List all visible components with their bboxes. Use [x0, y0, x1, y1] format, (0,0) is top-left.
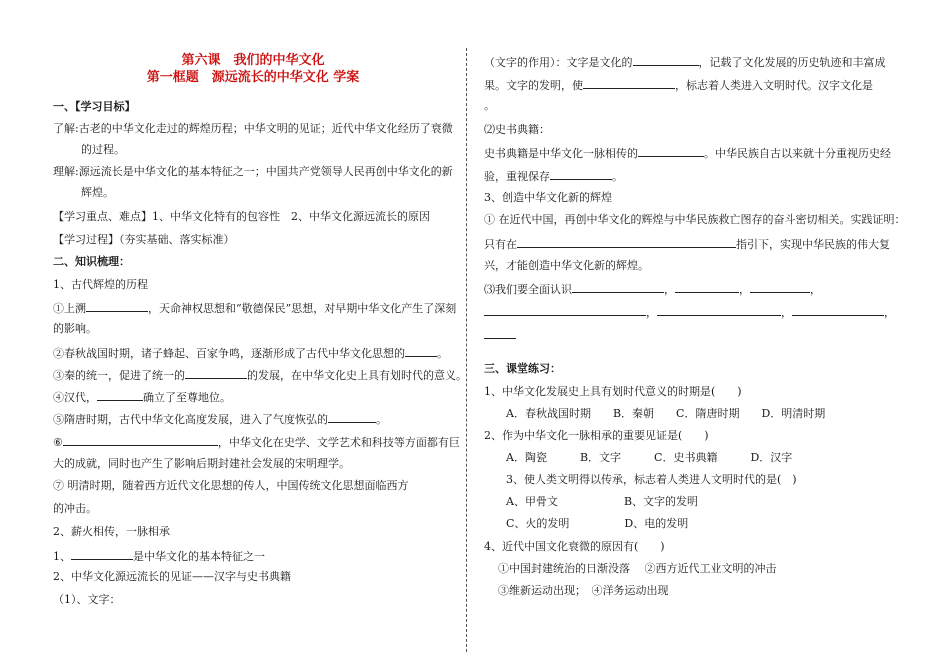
comma: ， — [646, 306, 657, 319]
blank[interactable] — [97, 389, 143, 401]
exercise-4-options-34: ③维新运动出现； ④洋务运动出现 — [498, 584, 669, 597]
writing-invention-text-b: ，标志着人类进入文明时代。汉字文化是 — [675, 79, 873, 92]
comprehensive-view-blanks — [484, 304, 895, 320]
item-7: ⑦ 明清时期，随着西方近代文化思想的传人，中国传统文化思想面临西方 — [53, 479, 409, 492]
section-heading-practice: 三、课堂练习： — [484, 362, 561, 375]
blank[interactable] — [484, 304, 646, 316]
exercise-2-options: A．陶瓷 B．文字 C．史书典籍 D．汉字 — [506, 451, 793, 464]
blank[interactable] — [517, 236, 736, 248]
exercise-4-options-12: ①中国封建统治的日渐没落 ②西方近代工业文明的冲击 — [498, 562, 777, 575]
item-1-cont: 的影响。 — [53, 322, 97, 335]
goal-comprehend-cont: 辉煌。 — [81, 186, 114, 199]
item-1-text-a: ①上溯 — [53, 302, 86, 315]
blank[interactable] — [792, 304, 884, 316]
question-1-text: 是中华文化的基本特征之一 — [133, 550, 265, 563]
comma: ， — [664, 283, 675, 296]
exercise-3-options-cd: C、火的发明 D、电的发明 — [506, 517, 689, 530]
goal-understand: 了解:古老的中华文化走过的辉煌历程；中华文明的见证；近代中华文化经历了衰微 — [53, 122, 453, 135]
comma: ， — [781, 306, 792, 319]
comprehensive-view — [484, 281, 821, 297]
item-5-text-b: 。 — [376, 413, 387, 426]
writing-role-text-a: （文字的作用）：文字是文化的 — [484, 56, 633, 69]
blank[interactable] — [86, 300, 148, 312]
records-line-2 — [484, 168, 623, 184]
question-1 — [53, 548, 265, 564]
exercise-3: 3、使人类文明得以传承，标志着人类进人文明时代的是( ) — [506, 473, 797, 486]
question-2: 2、中华文化源远流长的见证——汉字与史书典籍 — [53, 570, 291, 583]
exercise-2: 2、作为中华文化一脉相承的重要见证是( ) — [484, 429, 709, 442]
blank[interactable] — [633, 54, 699, 66]
exercise-3-options-ab: A、甲骨文 B、文字的发明 — [506, 495, 699, 508]
section-title: 第一框题 源远流长的中华文化 学案 — [146, 70, 360, 85]
item-5 — [53, 411, 387, 427]
item-3-text-b: 的发展，在中华文化史上具有划时代的意义。 — [247, 369, 467, 382]
item-2 — [53, 345, 448, 361]
blank[interactable] — [185, 367, 247, 379]
item-6-cont: 大的成就，同时也产生了影响后期封建社会发展的宋明理学。 — [53, 457, 350, 470]
item-2-text-a: ②春秋战国时期，诸子蜂起、百家争鸣，逐渐形成了古代中华文化思想的 — [53, 347, 405, 360]
goal-comprehend: 理解:源远流长是中华文化的基本特征之一；中国共产党领导人民再创中华文化的新 — [53, 165, 453, 178]
blank[interactable] — [572, 281, 664, 293]
question-3: （1）、文字： — [53, 593, 121, 606]
blank[interactable] — [328, 411, 376, 423]
blank[interactable] — [405, 345, 437, 357]
item-3-text-a: ③秦的统一，促进了统一的 — [53, 369, 185, 382]
process-heading: 【学习过程】 — [53, 233, 119, 246]
records-text-d: 。 — [612, 170, 623, 183]
blank[interactable] — [583, 77, 675, 89]
item-2-text-b: 。 — [437, 347, 448, 360]
heading-historical-records: ⑵史书典籍： — [484, 123, 550, 136]
comma: ， — [884, 306, 895, 319]
blank[interactable] — [63, 434, 218, 446]
lesson-title: 第六课 我们的中华文化 — [181, 53, 325, 68]
exercise-1-options: A．春秋战国时期 B．秦朝 C．隋唐时期 D．明清时期 — [506, 407, 826, 420]
writing-role — [484, 54, 886, 70]
item-4 — [53, 389, 231, 405]
item-5-text-a: ⑤隋唐时期，古代中华文化高度发展，进入了气度恢弘的 — [53, 413, 328, 426]
item-4-text-b: 确立了至尊地位。 — [143, 391, 231, 404]
writing-invention — [484, 77, 873, 93]
comma: ， — [739, 283, 750, 296]
process-note: （夯实基础、落实标准） — [119, 233, 235, 246]
item-7-cont: 的冲击。 — [53, 502, 97, 515]
blank[interactable] — [550, 168, 612, 180]
records-line-1 — [484, 145, 891, 161]
writing-end: 。 — [484, 99, 495, 112]
records-text-c: 验，重视保存 — [484, 170, 550, 183]
exercise-1: 1、中华文化发展史上具有划时代意义的时期是( ) — [484, 385, 742, 398]
item-6 — [53, 434, 460, 450]
key-points: 【学习重点、难点】1、中华文化特有的包容性 2、中华文化源远流长的原因 — [53, 210, 430, 223]
column-divider — [466, 48, 467, 652]
section-heading-knowledge: 二、知识梳理： — [53, 255, 130, 268]
records-text-a: 史书典籍是中华文化一脉相传的 — [484, 147, 638, 160]
heading-ancient-glory: 1、古代辉煌的历程 — [53, 278, 148, 291]
new-glory-guide — [484, 236, 890, 252]
guide-text-a: 只有在 — [484, 238, 517, 251]
heading-continuity: 2、薪火相传，一脉相承 — [53, 525, 170, 538]
item-3 — [53, 367, 467, 383]
blank[interactable] — [71, 548, 133, 560]
new-glory-text: ① 在近代中国，再创中华文化的辉煌与中华民族救亡图存的奋斗密切相关。实践证明： — [484, 213, 906, 226]
section-heading-goals: 一、【学习目标】 — [53, 100, 136, 113]
item-4-text-a: ④汉代， — [53, 391, 97, 404]
learning-process — [53, 233, 235, 247]
item-6-text-b: ，中华文化在史学、文学艺术和科技等方面都有巨 — [217, 436, 460, 449]
records-text-b: 。中华民族自古以来就十分重视历史经 — [704, 147, 891, 160]
item-1 — [53, 300, 456, 316]
blank[interactable] — [657, 304, 781, 316]
item-1-text-b: ，天命神权思想和“敬德保民”思想，对早期中华文化产生了深刻 — [148, 302, 457, 315]
view-text: ⑶我们要全面认识 — [484, 283, 572, 296]
comma: ， — [810, 283, 821, 296]
new-glory-cont: 兴，才能创造中华文化新的辉煌。 — [484, 259, 649, 272]
comprehensive-view-last — [484, 327, 516, 343]
writing-role-text-b: ，记载了文化发展的历史轨迹和丰富成 — [698, 56, 886, 69]
question-1-num: 1、 — [53, 550, 71, 563]
goal-understand-cont: 的过程。 — [81, 143, 125, 156]
blank[interactable] — [675, 281, 739, 293]
writing-invention-text-a: 果。文字的发明，使 — [484, 79, 583, 92]
blank[interactable] — [484, 327, 516, 339]
guide-text-b: 指引下，实现中华民族的伟大复 — [736, 238, 890, 251]
blank[interactable] — [638, 145, 704, 157]
heading-new-glory: 3、创造中华文化新的辉煌 — [484, 191, 612, 204]
exercise-4: 4、近代中国文化衰微的原因有( ) — [484, 540, 665, 553]
item-6-text-a: ⑥ — [53, 436, 63, 449]
blank[interactable] — [750, 281, 810, 293]
